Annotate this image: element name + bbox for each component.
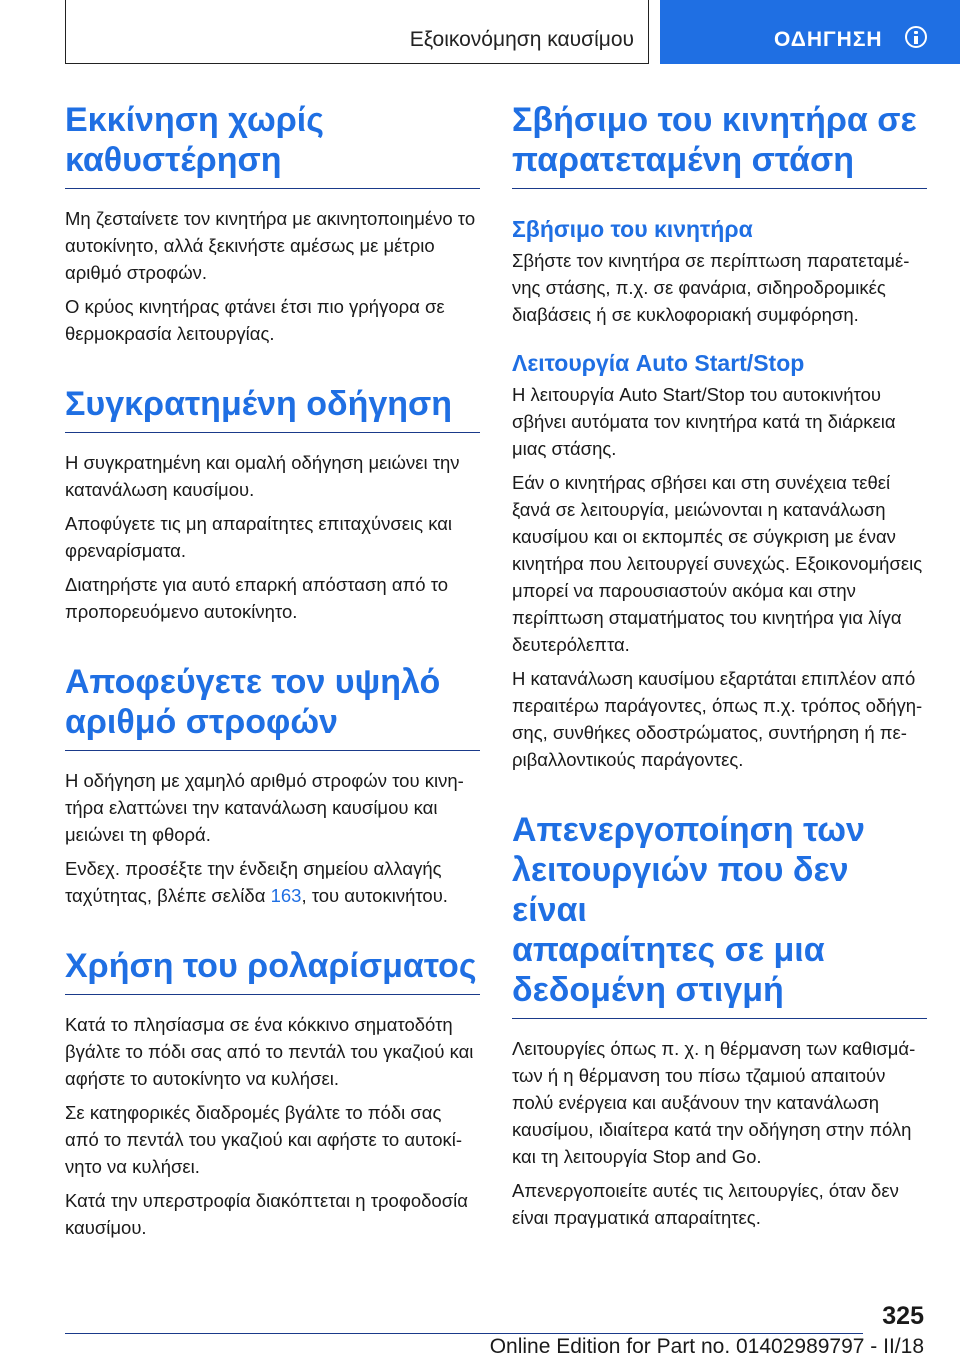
paragraph: Η λειτουργία Auto Start/Stop του αυτοκινήτου σβήνει αυτόματα τον κινητήρα κατά τη διάρκεια μιας στάσης. — [512, 384, 896, 459]
paragraph: Αποφύγετε τις μη απαραίτητες επιταχύνσεις και φρεναρίσματα. — [65, 513, 453, 561]
page-reference-link[interactable]: 163 — [270, 885, 302, 906]
paragraph: Εάν ο κινητήρας σβήσει και στη συνέχεια τεθεί ξανά σε λειτουργία, μειώνονται η κατανάλωση καυσίμου και οι εκπομπές σε σύγκριση με έναν κινητήρα που λειτουργεί συνεχώς. Εξοικονομήσεις μπορεί να παρουσιαστούν ακόμα και στην περίπτωση σταματήματος του κινητήρα για λίγα δευτερόλεπτα. — [512, 472, 923, 655]
text-run: Ενδεχ. προσέξτε την ένδειξη σημείου αλλαγής ταχύτητας, βλέπε σελίδα — [65, 858, 442, 906]
heading-line: λειτουργιών που δεν είναι — [512, 851, 849, 929]
heading-line: δεδομένη στιγμή — [512, 971, 784, 1009]
right-column — [512, 100, 927, 1231]
heading-line: Σβήσιμο του κινητήρα σε — [512, 101, 917, 139]
paragraph: Λειτουργίες όπως π. χ. η θέρμανση των καθισμάτων ή η θέρμανση του πίσω τζαμιού απαιτούν πολύ ενέργεια και αυξάνουν την κατανάλωση καυσίμου, ιδιαίτερα κατά την οδήγηση στην πόλη και τη λειτουργία Stop and Go. — [512, 1038, 916, 1167]
left-column — [65, 100, 480, 1241]
heading-coasting: Χρήση του ρολαρίσματος — [65, 946, 480, 995]
paragraph-with-page-link — [65, 855, 480, 909]
section-title: Εξοικονόμηση καυσίμου — [409, 28, 634, 51]
page-number: 325 — [882, 1302, 924, 1330]
heading-line: καθυστέρηση — [65, 141, 282, 179]
paragraph: Σβήστε τον κινητήρα σε περίπτωση παρατεταμένης στάσης, π.χ. σε φανάρια, σιδηροδρομικές διαβάσεις ή σε κυκλοφοριακή συμφόρηση. — [512, 250, 910, 325]
chapter-tab[interactable] — [660, 0, 960, 64]
paragraph: Η κατανάλωση καυσίμου εξαρτάται επιπλέον από περαιτέρω παράγοντες, όπως π.χ. τρόπος οδήγησης, συνθήκες οδοστρώματος, συντήρηση ή περιβαλλοντικούς παράγοντες. — [512, 668, 923, 770]
paragraph: Κατά την υπερστροφία διακόπτεται η τροφοδοσία καυσίμου. — [65, 1190, 468, 1238]
heading-start-without-delay — [65, 100, 480, 189]
paragraph: Ο κρύος κινητήρας φτάνει έτσι πιο γρήγορα σε θερμοκρασία λειτουργίας. — [65, 296, 445, 344]
heading-line: Αποφεύγετε τον υψηλό — [65, 663, 441, 701]
text-run: , του αυτοκινήτου. — [301, 885, 448, 906]
heading-disable-functions — [512, 810, 927, 1019]
subheading-auto-start-stop: Λειτουργία Auto Start/Stop — [512, 350, 805, 376]
paragraph: Κατά το πλησίασμα σε ένα κόκκινο σηματοδότη βγάλτε το πόδι σας από το πεντάλ του γκαζιού και αφήστε το αυτοκίνητο να κυλήσει. — [65, 1014, 474, 1089]
paragraph: Σε κατηφορικές διαδρομές βγάλτε το πόδι σας από το πεντάλ του γκαζιού και αφήστε το αυτοκίνητο να κυλήσει. — [65, 1102, 463, 1177]
info-circle-icon[interactable] — [905, 26, 927, 48]
heading-moderate-driving: Συγκρατημένη οδήγηση — [65, 384, 480, 433]
chapter-tab-label: ΟΔΗΓΗΣΗ — [774, 28, 883, 51]
subheading-engine-off: Σβήσιμο του κινητήρα — [512, 216, 753, 242]
paragraph: Διατηρήστε για αυτό επαρκή απόσταση από το προπορευόμενο αυτοκίνητο. — [65, 574, 449, 622]
header-section-box — [65, 0, 649, 64]
heading-line: παρατεταμένη στάση — [512, 141, 855, 179]
heading-line: αριθμό στροφών — [65, 703, 338, 741]
footer-divider — [65, 1333, 863, 1334]
paragraph: Απενεργοποιείτε αυτές τις λειτουργίες, όταν δεν είναι πραγματικά απαραίτητες. — [512, 1180, 899, 1228]
paragraph: Μη ζεσταίνετε τον κινητήρα με ακινητοποιημένο το αυτοκίνητο, αλλά ξεκινήστε αμέσως με μέτριο αριθμό στροφών. — [65, 208, 476, 283]
heading-line: απαραίτητες σε μια — [512, 931, 825, 969]
paragraph: Η συγκρατημένη και ομαλή οδήγηση μειώνει την κατανάλωση καυσίμου. — [65, 452, 460, 500]
paragraph: Η οδήγηση με χαμηλό αριθμό στροφών του κινητήρα ελαττώνει την κατανάλωση καυσίμου και μειώνει τη φθορά. — [65, 770, 464, 845]
heading-line: Απενεργοποίηση των — [512, 811, 865, 849]
heading-engine-off-long-stop — [512, 100, 927, 189]
heading-line: Εκκίνηση χωρίς — [65, 101, 324, 139]
edition-footer: Online Edition for Part no. 01402989797 - II/18 — [489, 1335, 924, 1358]
heading-avoid-high-rpm — [65, 662, 480, 751]
